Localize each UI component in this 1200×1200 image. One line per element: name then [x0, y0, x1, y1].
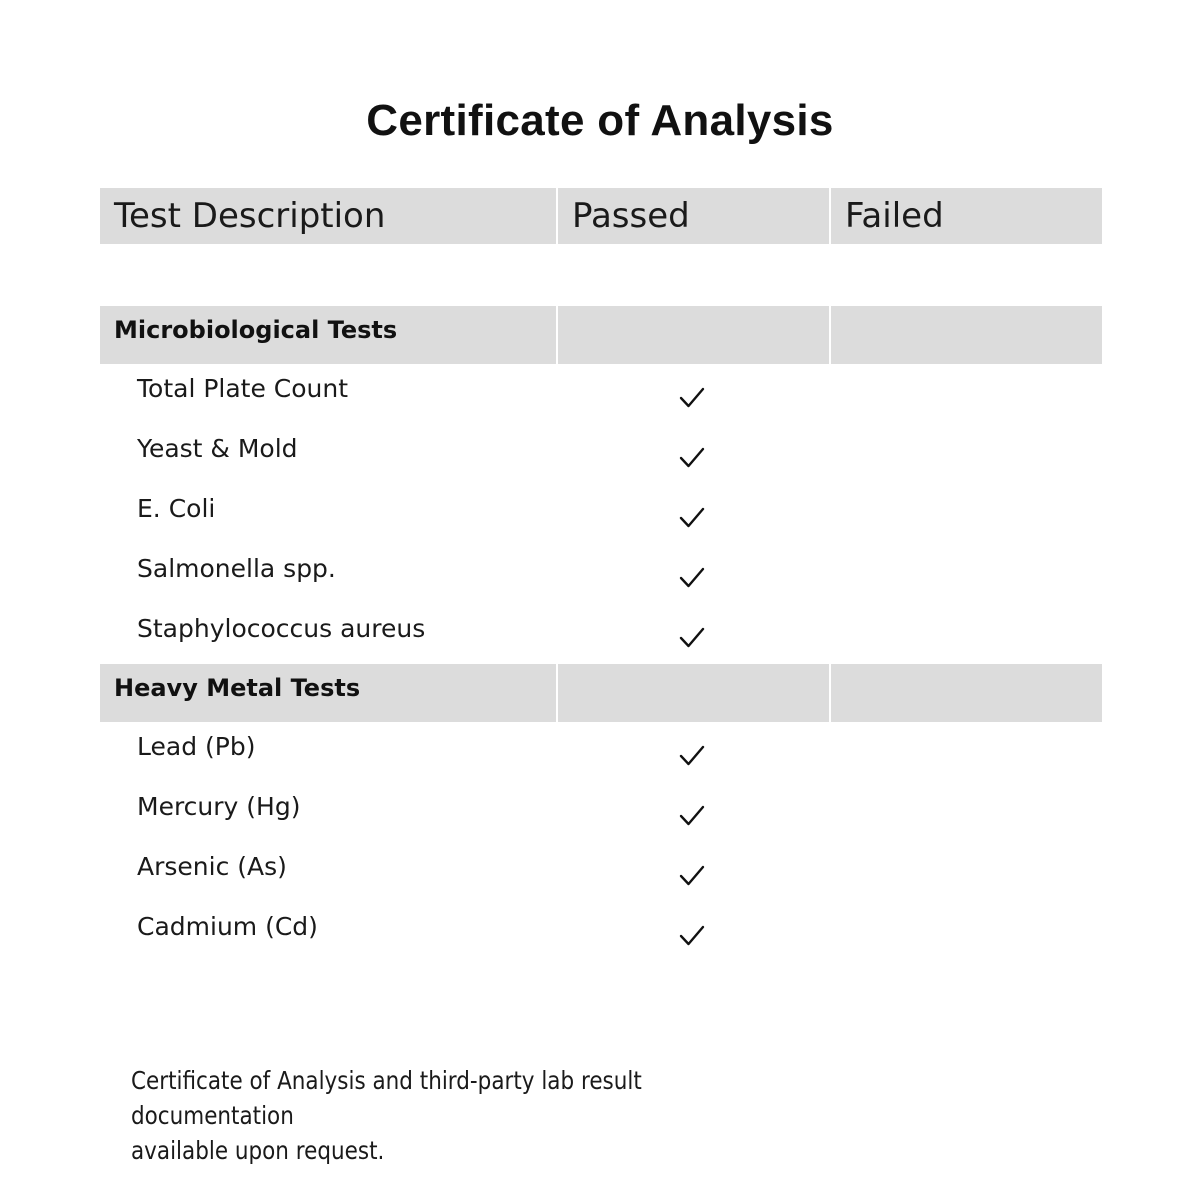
passed-cell [558, 484, 829, 544]
table-row [100, 424, 1102, 484]
checkmark-icon [679, 864, 705, 888]
passed-cell [558, 424, 829, 484]
test-name: Arsenic (As) [137, 852, 287, 881]
table-row [100, 364, 1102, 424]
failed-cell [831, 424, 1102, 484]
section-passed-cell [558, 306, 829, 364]
passed-cell [558, 544, 829, 604]
document-title: Certificate of Analysis [366, 96, 834, 145]
checkmark-icon [679, 386, 705, 410]
header-failed: Failed [831, 188, 1102, 244]
table-row [100, 484, 1102, 544]
test-name: Cadmium (Cd) [137, 912, 318, 941]
test-name: Salmonella spp. [137, 554, 336, 583]
table-row [100, 722, 1102, 782]
failed-cell [831, 484, 1102, 544]
failed-cell [831, 544, 1102, 604]
checkmark-icon [679, 566, 705, 590]
footnote [131, 1063, 785, 1168]
section-title: Microbiological Tests [100, 306, 556, 364]
passed-cell [558, 842, 829, 902]
footnote-line-2: available upon request. [131, 1136, 385, 1165]
passed-cell [558, 902, 829, 962]
table-row [100, 782, 1102, 842]
failed-cell [831, 722, 1102, 782]
failed-cell [831, 842, 1102, 902]
header-passed: Passed [558, 188, 829, 244]
section-title: Heavy Metal Tests [100, 664, 556, 722]
table-spacer [100, 244, 1102, 306]
section-failed-cell [831, 664, 1102, 722]
table-sections [100, 306, 1102, 962]
test-name: Staphylococcus aureus [137, 614, 426, 643]
table-row [100, 604, 1102, 664]
test-name: Lead (Pb) [137, 732, 256, 761]
test-name: Yeast & Mold [137, 434, 298, 463]
section-row [100, 664, 1102, 722]
failed-cell [831, 782, 1102, 842]
checkmark-icon [679, 626, 705, 650]
passed-cell [558, 604, 829, 664]
passed-cell [558, 722, 829, 782]
table-header-row [100, 188, 1102, 244]
section-passed-cell [558, 664, 829, 722]
checkmark-icon [679, 446, 705, 470]
checkmark-icon [679, 924, 705, 948]
passed-cell [558, 782, 829, 842]
section-row [100, 306, 1102, 364]
table-row [100, 842, 1102, 902]
failed-cell [831, 902, 1102, 962]
table-row [100, 902, 1102, 962]
test-name: Mercury (Hg) [137, 792, 301, 821]
checkmark-icon [679, 804, 705, 828]
results-table [100, 188, 1102, 962]
passed-cell [558, 364, 829, 424]
checkmark-icon [679, 506, 705, 530]
failed-cell [831, 604, 1102, 664]
test-name: Total Plate Count [137, 374, 349, 403]
failed-cell [831, 364, 1102, 424]
footnote-line-1: Certificate of Analysis and third-party lab result documentation [131, 1066, 642, 1130]
test-name: E. Coli [137, 494, 216, 523]
section-failed-cell [831, 306, 1102, 364]
header-test-description: Test Description [100, 188, 556, 244]
table-row [100, 544, 1102, 604]
checkmark-icon [679, 744, 705, 768]
